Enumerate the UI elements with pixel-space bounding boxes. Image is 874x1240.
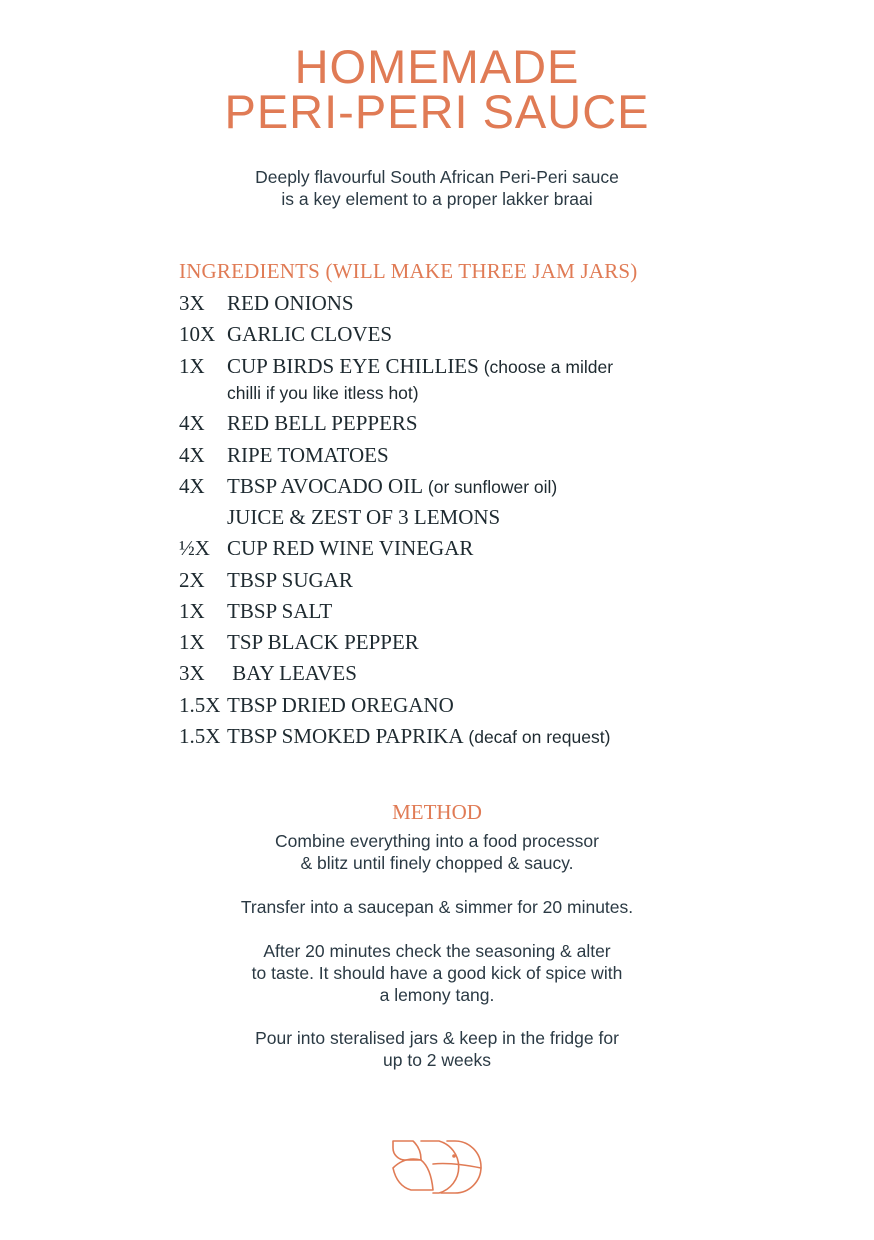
method-line: Combine everything into a food processor <box>275 831 599 851</box>
ingredient-name: TBSP SMOKED PAPRIKA <box>227 724 464 748</box>
method-line: & blitz until finely chopped & saucy. <box>300 853 574 873</box>
method-line: to taste. It should have a good kick of spice with <box>251 963 623 983</box>
page-title-line-1: HOMEMADE <box>294 40 580 93</box>
ingredient-qty: 1.5X <box>179 724 221 748</box>
ingredients-heading: INGREDIENTS (WILL MAKE THREE JAM JARS) <box>179 259 638 283</box>
fish-logo-icon <box>391 1138 483 1196</box>
ingredient-qty: 3X <box>179 291 205 315</box>
ingredient-qty: 10X <box>179 322 216 346</box>
ingredient-name: TBSP DRIED OREGANO <box>227 693 454 717</box>
ingredient-qty: 1.5X <box>179 693 221 717</box>
ingredient-name: TBSP AVOCADO OIL <box>227 474 424 498</box>
method-line: After 20 minutes check the seasoning & alter <box>263 941 611 961</box>
method-line: Pour into steralised jars & keep in the fridge for <box>255 1028 619 1048</box>
ingredient-qty: 1X <box>179 599 205 623</box>
intro-line-1: Deeply flavourful South African Peri-Peri sauce <box>255 167 619 187</box>
ingredient-note: (choose a milder <box>478 357 614 377</box>
ingredient-name: RIPE TOMATOES <box>227 443 389 467</box>
ingredient-qty: 2X <box>179 568 205 592</box>
ingredient-qty: 1X <box>179 354 205 378</box>
ingredient-name: CUP RED WINE VINEGAR <box>227 536 474 560</box>
ingredient-note: (decaf on request) <box>463 727 611 747</box>
ingredient-name: TBSP SUGAR <box>227 568 353 592</box>
ingredient-name: TSP BLACK PEPPER <box>227 630 419 654</box>
ingredient-name: RED BELL PEPPERS <box>227 411 418 435</box>
ingredient-name: JUICE & ZEST OF 3 LEMONS <box>227 505 501 529</box>
ingredient-name: BAY LEAVES <box>227 661 357 685</box>
method-line: a lemony tang. <box>379 985 495 1005</box>
ingredient-qty: ½X <box>179 536 210 560</box>
ingredient-qty: 4X <box>179 443 205 467</box>
ingredient-name: TBSP SALT <box>227 599 333 623</box>
method-line: Transfer into a saucepan & simmer for 20 minutes. <box>240 897 634 917</box>
method-line: up to 2 weeks <box>383 1050 491 1070</box>
ingredient-name: RED ONIONS <box>227 291 354 315</box>
ingredient-name: CUP BIRDS EYE CHILLIES <box>227 354 479 378</box>
ingredient-qty: 1X <box>179 630 205 654</box>
ingredient-note-continuation: chilli if you like itless hot) <box>227 383 419 403</box>
intro-line-2: is a key element to a proper lakker braai <box>281 189 593 209</box>
ingredient-qty: 3X <box>179 661 205 685</box>
page-title-line-2: PERI-PERI SAUCE <box>224 85 650 138</box>
ingredient-qty: 4X <box>179 411 205 435</box>
ingredient-qty: 4X <box>179 474 205 498</box>
ingredient-note: (or sunflower oil) <box>423 477 558 497</box>
ingredient-name: GARLIC CLOVES <box>227 322 393 346</box>
method-heading: METHOD <box>392 800 482 824</box>
